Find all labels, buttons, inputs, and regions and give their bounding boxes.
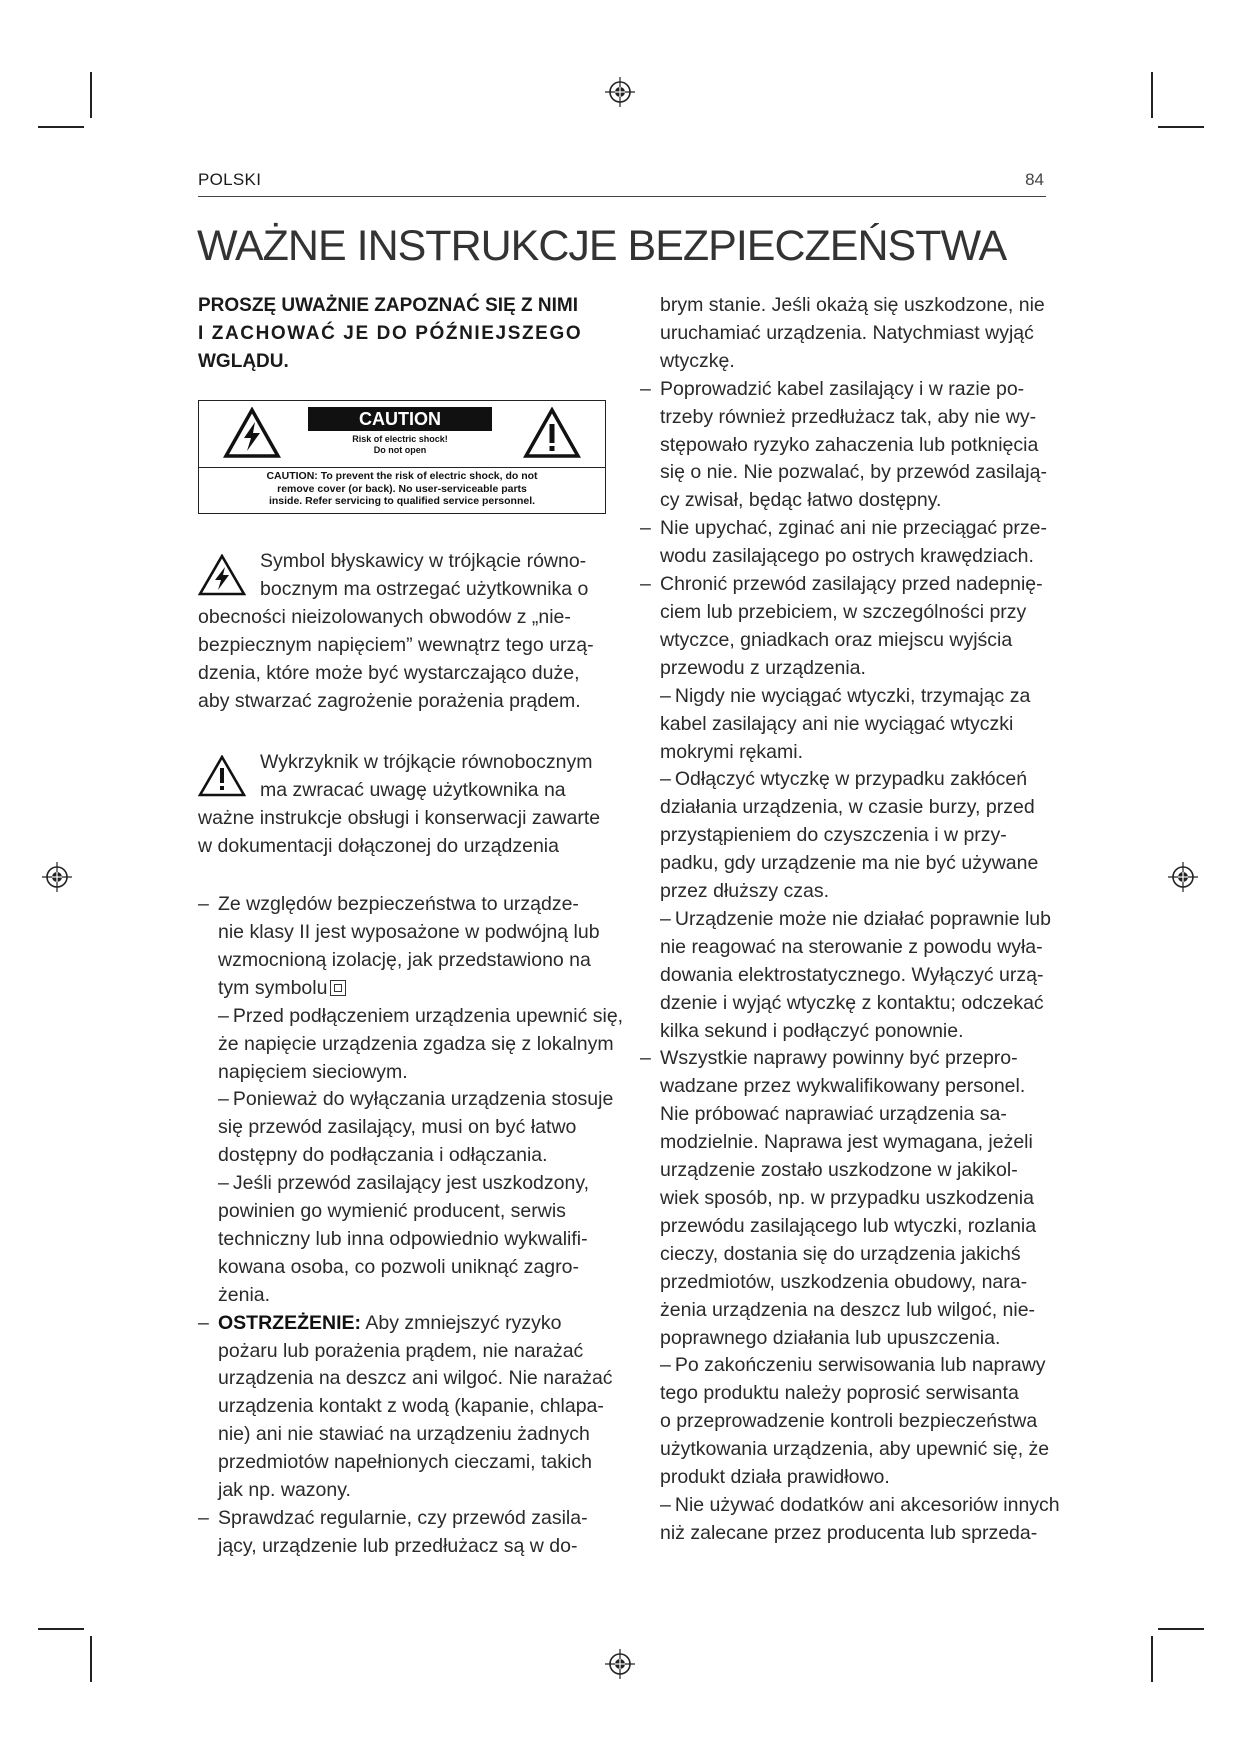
- text-line: nie) ani nie stawiać na urządzeniu żadnych: [218, 1423, 590, 1446]
- text-line: urządzenie zostało uszkodzone w jakikol-: [660, 1159, 1018, 1182]
- caution-bottom-line: remove cover (or back). No user-serviceable parts: [277, 482, 527, 495]
- exclamation-triangle-icon: [523, 407, 581, 459]
- text-line: Wykrzyknik w trójkącie równobocznym: [260, 751, 593, 774]
- text-line: obecności nieizolowanych obwodów z „nie-: [198, 605, 571, 628]
- text-line-first: [218, 1310, 608, 1338]
- text-line: cieczy, dostania się do urządzenia jakichś: [660, 1242, 1021, 1265]
- text-line: żenia urządzenia na deszcz lub wilgoć, nie-: [660, 1298, 1036, 1321]
- caution-bottom-line: CAUTION: To prevent the risk of electric shock, do not: [266, 470, 538, 482]
- list-item: [640, 571, 1060, 683]
- sub-list-item: [640, 683, 1060, 767]
- list-item: [198, 891, 608, 1003]
- text-line-first: – Po zakończeniu serwisowania lub naprawy: [660, 1354, 1046, 1377]
- list-item: [198, 1505, 608, 1561]
- text-line: Po zakończeniu serwisowania lub naprawy: [674, 1354, 1046, 1377]
- text-line: – Nie upychać, zginać ani nie przeciągać prze-: [660, 517, 1047, 540]
- caution-bottom-line: inside. Refer servicing to qualified service personnel.: [268, 495, 536, 507]
- lead-line: WGLĄDU.: [198, 351, 289, 372]
- text-line: przewodu z urządzenia.: [660, 656, 866, 679]
- list-item-warning: [198, 1310, 613, 1505]
- text-line: techniczny lub inna odpowiednio wykwalifi-: [218, 1227, 588, 1250]
- caution-label-bottom: [199, 470, 605, 508]
- crop-mark: [90, 1636, 92, 1682]
- text-line: przedmiotów napełnionych cieczami, takich: [218, 1451, 592, 1474]
- symbol-exclamation-note: [198, 749, 608, 861]
- sub-list-item: [198, 1003, 624, 1087]
- text-line: napięciem sieciowym.: [218, 1060, 408, 1083]
- crop-mark: [90, 72, 92, 118]
- text-line: Przed podłączeniem urządzenia upewnić się,: [232, 1004, 624, 1027]
- text-line: urządzenia kontakt z wodą (kapanie, chlapa-: [218, 1395, 604, 1418]
- text-line: ma zwracać uwagę użytkownika na: [260, 779, 566, 802]
- caution-sub-line: Risk of electric shock!: [352, 434, 448, 444]
- text-line: uruchamiać urządzenia. Natychmiast wyjąć: [660, 321, 1034, 344]
- caution-label-top: [199, 401, 605, 468]
- text-line: przewódu zasilającego lub wtyczki, rozlania: [660, 1214, 1037, 1237]
- sub-list-item: [198, 1086, 614, 1170]
- text-line-first: – Nigdy nie wyciągać wtyczki, trzymając za: [660, 684, 1031, 707]
- list-item: [640, 515, 1060, 571]
- text-line: bezpiecznym napięciem” wewnątrz tego urzą-: [198, 633, 594, 656]
- text-line: przystąpieniem do czyszczenia i w przy-: [660, 824, 1007, 847]
- lead-line: I ZACHOWAĆ JE DO PÓŹNIEJSZEGO: [198, 323, 583, 344]
- text-line: tym symbolu: [218, 976, 328, 999]
- registration-mark-icon: [42, 862, 72, 892]
- page-number: 84: [1025, 170, 1044, 189]
- language-label: POLSKI: [198, 170, 262, 189]
- lightning-triangle-icon: [223, 407, 281, 459]
- registration-mark-icon: [605, 1649, 635, 1679]
- text-line: dzenia, które może być wystarczająco duże,: [198, 661, 580, 684]
- sub-list-item: [640, 766, 1060, 906]
- text-line: działania urządzenia, w czasie burzy, przed: [660, 796, 1035, 819]
- text-line: wzmocnioną izolację, jak przedstawiono na: [218, 948, 591, 971]
- text-line: przez dłuższy czas.: [660, 880, 830, 903]
- registration-mark-icon: [605, 77, 635, 107]
- lead-line: PROSZĘ UWAŻNIE ZAPOZNAĆ SIĘ Z NIMI: [198, 295, 579, 316]
- text-line: w dokumentacji dołączonej do urządzenia: [198, 835, 559, 858]
- text-line: Symbol błyskawicy w trójkącie równo-: [260, 550, 587, 572]
- text-line: dzenie i wyjąć wtyczkę z kontaktu; odczekać: [660, 991, 1044, 1014]
- warning-label: OSTRZEŻENIE:: [218, 1311, 362, 1334]
- text-line: – Wszystkie naprawy powinny być przepro-: [660, 1047, 1018, 1070]
- text-line: aby stwarzać zagrożenie porażenia prądem.: [198, 689, 581, 712]
- text-line: Urządzenie może nie działać poprawnie lub: [674, 907, 1051, 930]
- text-line: Jeśli przewód zasilający jest uszkodzony,: [232, 1172, 590, 1195]
- text-line-first: – Odłączyć wtyczkę w przypadku zakłóceń: [660, 768, 1028, 791]
- page-header: [198, 168, 1046, 197]
- list-item: [640, 1045, 1060, 1352]
- text-line: bocznym ma ostrzegać użytkownika o: [260, 577, 589, 600]
- text-line: Nie próbować naprawiać urządzenia sa-: [660, 1103, 1007, 1126]
- caution-title: CAUTION: [308, 407, 492, 431]
- sub-list-item: [640, 1352, 1060, 1492]
- text-line: stępowało ryzyko zahaczenia lub potknięcia: [660, 433, 1039, 456]
- text-line: mokrymi rękami.: [660, 740, 804, 763]
- left-column: [198, 292, 624, 1561]
- text-line: – Poprowadzić kabel zasilający i w razie po-: [660, 377, 1025, 400]
- text-line: urządzenia na deszcz ani wilgoć. Nie narażać: [218, 1367, 613, 1390]
- text-line: kilka sekund i podłączyć ponownie.: [660, 1019, 964, 1042]
- text-line: Odłączyć wtyczkę w przypadku zakłóceń: [674, 768, 1028, 791]
- text-line: Nigdy nie wyciągać wtyczki, trzymając za: [674, 684, 1031, 707]
- text-line: kowana osoba, co pozwoli uniknąć zagro-: [218, 1255, 579, 1278]
- list-item: [640, 376, 1060, 516]
- text-line: powinien go wymienić producent, serwis: [218, 1200, 566, 1223]
- text-line: żenia.: [218, 1283, 271, 1306]
- text-line: pożaru lub porażenia prądem, nie narażać: [218, 1339, 584, 1362]
- text-line: o przeprowadzenie kontroli bezpieczeństwa: [660, 1410, 1038, 1433]
- text-line-first: – Ponieważ do wyłączania urządzenia stosuje: [218, 1088, 614, 1111]
- text-line: brym stanie. Jeśli okażą się uszkodzone, nie: [660, 294, 1045, 316]
- sub-list-item: [640, 1492, 1060, 1548]
- caution-sub-line: Do not open: [373, 444, 427, 455]
- text-line: użytkowania urządzenia, aby upewnić się, że: [660, 1438, 1050, 1461]
- spacer: [198, 861, 608, 891]
- lead-notice: [198, 292, 608, 376]
- right-column: [640, 292, 1060, 1548]
- registration-mark-icon: [1168, 862, 1198, 892]
- text-line: że napięcie urządzenia zgadza się z lokalnym: [218, 1032, 614, 1055]
- text-line: modzielnie. Naprawa jest wymagana, jeżeli: [660, 1131, 1033, 1154]
- text-line: przedmiotów, uszkodzenia obudowy, nara-: [660, 1270, 1028, 1293]
- text-line: tego produktu należy poprosić serwisanta: [660, 1382, 1019, 1405]
- text-line: nie reagować na sterowanie z powodu wyła-: [660, 935, 1043, 958]
- text-line: jak np. wazony.: [218, 1479, 351, 1502]
- text-line: dowania elektrostatycznego. Wyłączyć urzą-: [660, 963, 1044, 986]
- caution-label-center: [308, 407, 492, 455]
- text-line-first: – Jeśli przewód zasilający jest uszkodzony,: [218, 1172, 590, 1195]
- crop-mark: [1151, 72, 1153, 118]
- crop-mark: [38, 1628, 84, 1630]
- text-line-first: – Nie używać dodatków ani akcesoriów innych: [660, 1493, 1060, 1516]
- text-line: – Ze względów bezpieczeństwa to urządze-: [218, 893, 579, 916]
- text-line: wadzane przez wykwalifikowany personel.: [660, 1075, 1026, 1098]
- sub-list-item: [640, 906, 1060, 1046]
- text-line: ciem lub przebiciem, w szczególności przy: [660, 600, 1027, 623]
- text-line: cy zwisał, będąc łatwo dostępny.: [660, 489, 942, 512]
- text-line: – Chronić przewód zasilający przed nadepnię-: [660, 573, 1043, 596]
- text-line: – Sprawdzać regularnie, czy przewód zasila-: [218, 1507, 588, 1529]
- text-line: Nie używać dodatków ani akcesoriów innych: [674, 1493, 1060, 1516]
- text-line: padku, gdy urządzenie ma nie być używane: [660, 852, 1039, 875]
- text-line: jący, urządzenie lub przedłużacz są w do-: [218, 1534, 578, 1557]
- crop-mark: [38, 126, 84, 128]
- text-line: dostępny do podłączania i odłączania.: [218, 1144, 548, 1167]
- text-line: Ponieważ do wyłączania urządzenia stosuje: [232, 1088, 614, 1111]
- caution-label: [198, 400, 606, 514]
- text-line: wodu zasilającego po ostrych krawędziach.: [660, 545, 1034, 568]
- exclamation-triangle-icon: [198, 755, 246, 797]
- text-line: się o nie. Nie pozwalać, by przewód zasilają-: [660, 461, 1047, 484]
- text-line: niż zalecane przez producenta lub sprzeda-: [660, 1521, 1038, 1544]
- text-line: wiek sposób, np. w przypadku uszkodzenia: [660, 1187, 1034, 1209]
- crop-mark: [1158, 1628, 1204, 1630]
- text-line-first: – Przed podłączeniem urządzenia upewnić się,: [218, 1004, 624, 1027]
- class-ii-symbol-icon: [330, 980, 346, 996]
- lightning-triangle-icon: [198, 554, 246, 596]
- crop-mark: [1151, 1636, 1153, 1682]
- text-line-with-icon: [218, 975, 608, 1003]
- text-line-first: – Urządzenie może nie działać poprawnie lub: [660, 907, 1051, 930]
- text-line: poprawnego działania lub upuszczenia.: [660, 1326, 1001, 1349]
- text-line: wtyczkę.: [660, 349, 735, 372]
- sub-list-item: [198, 1170, 608, 1310]
- text-line: trzeby również przedłużacz tak, aby nie wy-: [660, 405, 1037, 428]
- text-line: nie klasy II jest wyposażone w podwójną lub: [218, 920, 600, 943]
- text-line: wtyczce, gniadkach oraz miejscu wyjścia: [660, 628, 1013, 651]
- symbol-lightning-note: [198, 548, 608, 715]
- list-item-continued: [640, 292, 1060, 376]
- text-line: kabel zasilający ani nie wyciągać wtyczki: [660, 712, 1014, 735]
- text-line: produkt działa prawidłowo.: [660, 1466, 890, 1489]
- text-line: się przewód zasilający, musi on być łatwo: [218, 1116, 577, 1139]
- page-title: WAŻNE INSTRUKCJE BEZPIECZEŃSTWA: [197, 222, 1007, 270]
- text-line: ważne instrukcje obsługi i konserwacji zawarte: [198, 807, 601, 830]
- crop-mark: [1158, 126, 1204, 128]
- text-line: Aby zmniejszyć ryzyko: [365, 1311, 562, 1334]
